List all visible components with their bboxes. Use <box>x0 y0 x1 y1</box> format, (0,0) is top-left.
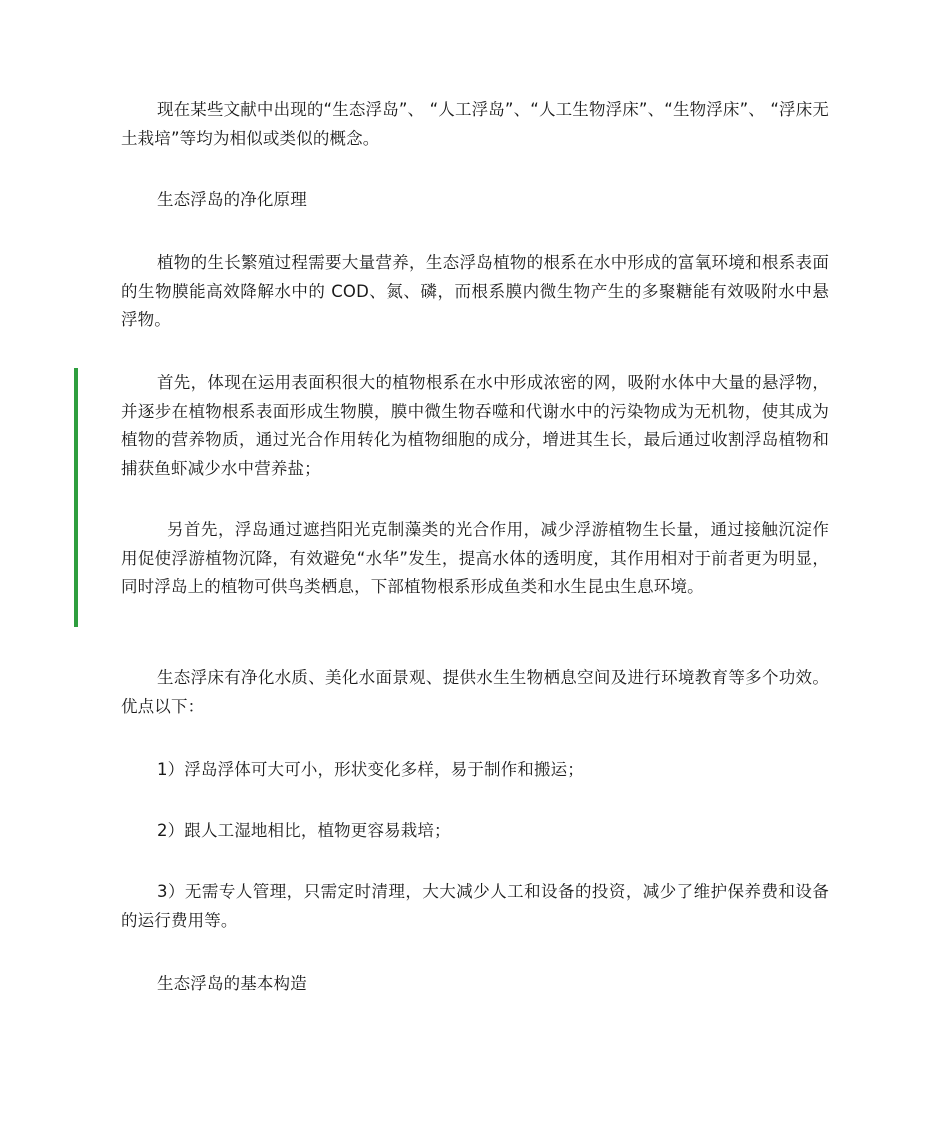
section-heading-purification-principle: 生态浮岛的净化原理 <box>157 190 307 209</box>
list-item-2: 2）跟人工湿地相比，植物更容易栽培； <box>157 821 451 840</box>
list-item-1: 1）浮岛浮体可大可小，形状变化多样，易于制作和搬运； <box>157 760 584 779</box>
paragraph-plant-nutrition: 植物的生长繁殖过程需要大量营养，生态浮岛植物的根系在水中形成的富氧环境和根系表面的生物膜能高效降解水中的 COD、氮、磷，而根系膜内微生物产生的多聚糖能有效吸附水中悬浮物。 <box>121 253 829 329</box>
paragraph-second-mechanism: 另首先，浮岛通过遮挡阳光克制藻类的光合作用，减少浮游植物生长量，通过接触沉淀作用促使浮游植物沉降，有效避免“水华”发生，提高水体的透明度，其作用相对于前者更为明显，同时浮岛上的植物可供鸟类栖息，下部植物根系形成鱼类和水生昆虫生息环境。 <box>121 520 829 596</box>
paragraph-benefits-intro: 生态浮床有净化水质、美化水面景观、提供水生生物栖息空间及进行环境教育等多个功效。优点以下： <box>121 668 829 716</box>
list-item-3: 3）无需专人管理，只需定时清理，大大减少人工和设备的投资，减少了维护保养费和设备的运行费用等。 <box>121 882 829 930</box>
paragraph-intro-concepts: 现在某些文献中出现的“生态浮岛”、 “人工浮岛”、“人工生物浮床”、“生物浮床”、 “浮床无土栽培”等均为相似或类似的概念。 <box>121 100 829 148</box>
green-margin-bar <box>74 368 78 627</box>
paragraph-first-mechanism: 首先，体现在运用表面积很大的植物根系在水中形成浓密的网，吸附水体中大量的悬浮物，并逐步在植物根系表面形成生物膜，膜中微生物吞噬和代谢水中的污染物成为无机物，使其成为植物的营养物质，通过光合作用转化为植物细胞的成分，增进其生长，最后通过收割浮岛植物和捕获鱼虾减少水中营养盐； <box>121 373 829 478</box>
section-heading-basic-structure: 生态浮岛的基本构造 <box>157 974 307 993</box>
